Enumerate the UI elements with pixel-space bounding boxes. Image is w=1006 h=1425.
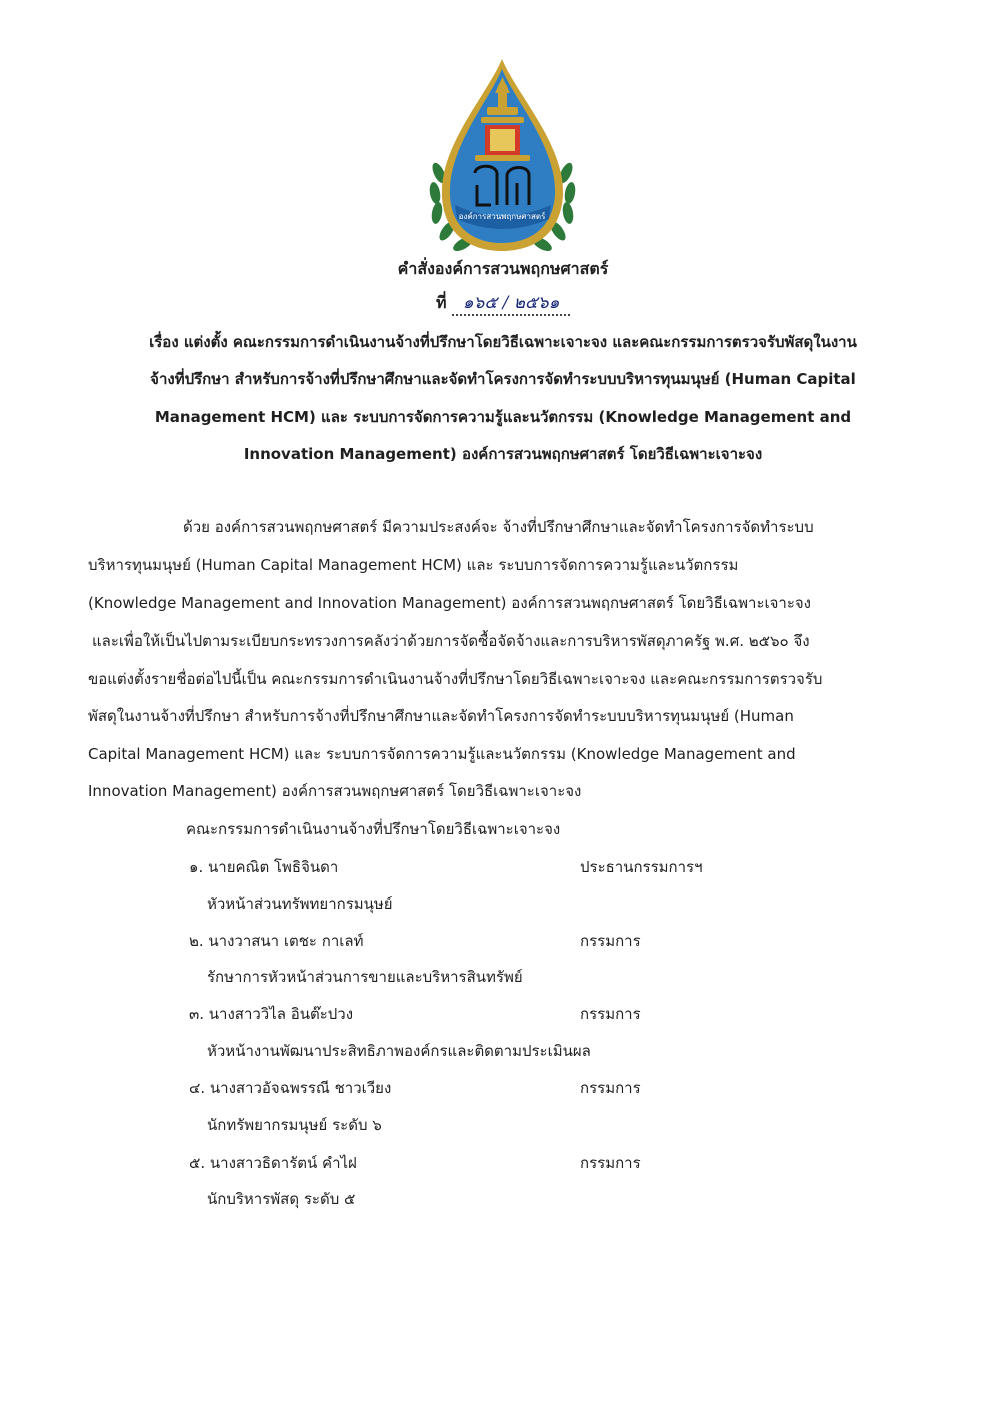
member-role: กรรมการ xyxy=(580,1005,641,1023)
body-line: บริหารทุนมนุษย์ (Human Capital Management HCM) และ ระบบการจัดการความรู้และนวัตกรรม xyxy=(88,556,739,574)
body-line: ด้วย องค์การสวนพฤกษศาสตร์ มีความประสงค์จะ จ้างที่ปรึกษาศึกษาและจัดทำโครงการจัดทำระบบ xyxy=(183,518,814,536)
seal-icon xyxy=(425,55,580,255)
body-line: ขอแต่งตั้งรายชื่อต่อไปนี้เป็น คณะกรรมการดำเนินงานจ้างที่ปรึกษาโดยวิธีเฉพาะเจาะจง และคณะกรรมการตรวจรับ xyxy=(88,670,823,688)
subject-line: จ้างที่ปรึกษา สำหรับการจ้างที่ปรึกษาศึกษาและจัดทำโครงการจัดทำระบบบริหารทุนมนุษย์ (Human Capital xyxy=(150,370,856,388)
member-position: หัวหน้าส่วนทรัพทยากรมนุษย์ xyxy=(207,895,393,913)
member-position: นักทรัพยากรมนุษย์ ระดับ ๖ xyxy=(207,1116,382,1134)
order-number-label: ที่ xyxy=(435,293,447,312)
order-title: คำสั่งองค์การสวนพฤกษศาสตร์ xyxy=(397,259,609,278)
member-name: ๑. นายคณิต โพธิจินดา xyxy=(189,858,339,876)
member-name: ๕. นางสาวธิดารัตน์ คำไฝ xyxy=(189,1154,357,1172)
order-number-value: ๑๖๕ / ๒๕๖๑ xyxy=(452,292,570,316)
member-role: กรรมการ xyxy=(580,932,641,950)
member-name: ๓. นางสาววิไล อินต๊ะปวง xyxy=(189,1005,354,1023)
subject-line: Management HCM) และ ระบบการจัดการความรู้และนวัตกรรม (Knowledge Management and xyxy=(154,408,852,426)
subject-line: เรื่อง แต่งตั้ง คณะกรรมการดำเนินงานจ้างที่ปรึกษาโดยวิธีเฉพาะเจาะจง และคณะกรรมการตรวจรับพัสดุในงาน xyxy=(149,333,857,351)
body-line: Innovation Management) องค์การสวนพฤกษศาสตร์ โดยวิธีเฉพาะเจาะจง xyxy=(88,782,582,800)
body-line: Capital Management HCM) และ ระบบการจัดการความรู้และนวัตกรรม (Knowledge Management and xyxy=(88,745,796,763)
member-position: รักษาการหัวหน้าส่วนการขายและบริหารสินทรัพย์ xyxy=(207,968,523,986)
member-name: ๔. นางสาวอัจฉพรรณี ชาวเวียง xyxy=(189,1079,392,1097)
order-number xyxy=(0,292,1006,316)
member-position: หัวหน้างานพัฒนาประสิทธิภาพองค์กรและติดตามประเมินผล xyxy=(207,1042,591,1060)
member-role: กรรมการ xyxy=(580,1079,641,1097)
body-line: และเพื่อให้เป็นไปตามระเบียบกระทรวงการคลังว่าด้วยการจัดซื้อจัดจ้างและการบริหารพัสดุภาครัฐ พ.ศ. ๒๕๖๐ จึง xyxy=(92,632,810,650)
committee-heading: คณะกรรมการดำเนินงานจ้างที่ปรึกษาโดยวิธีเฉพาะเจาะจง xyxy=(186,820,561,838)
body-line: (Knowledge Management and Innovation Management) องค์การสวนพฤกษศาสตร์ โดยวิธีเฉพาะเจาะจง xyxy=(88,594,812,612)
seal-banner-text: องค์การสวนพฤกษศาสตร์ xyxy=(458,212,546,221)
subject-line: Innovation Management) องค์การสวนพฤกษศาสตร์ โดยวิธีเฉพาะเจาะจง xyxy=(243,445,763,463)
member-name: ๒. นางวาสนา เตชะ กาเลท์ xyxy=(189,932,364,950)
member-position: นักบริหารพัสดุ ระดับ ๕ xyxy=(207,1190,356,1208)
member-role: ประธานกรรมการฯ xyxy=(580,858,703,876)
member-role: กรรมการ xyxy=(580,1154,641,1172)
organization-seal xyxy=(425,55,580,255)
body-line: พัสดุในงานจ้างที่ปรึกษา สำหรับการจ้างที่ปรึกษาศึกษาและจัดทำโครงการจัดทำระบบบริหารทุนมนุษย์ (Human xyxy=(88,707,794,725)
